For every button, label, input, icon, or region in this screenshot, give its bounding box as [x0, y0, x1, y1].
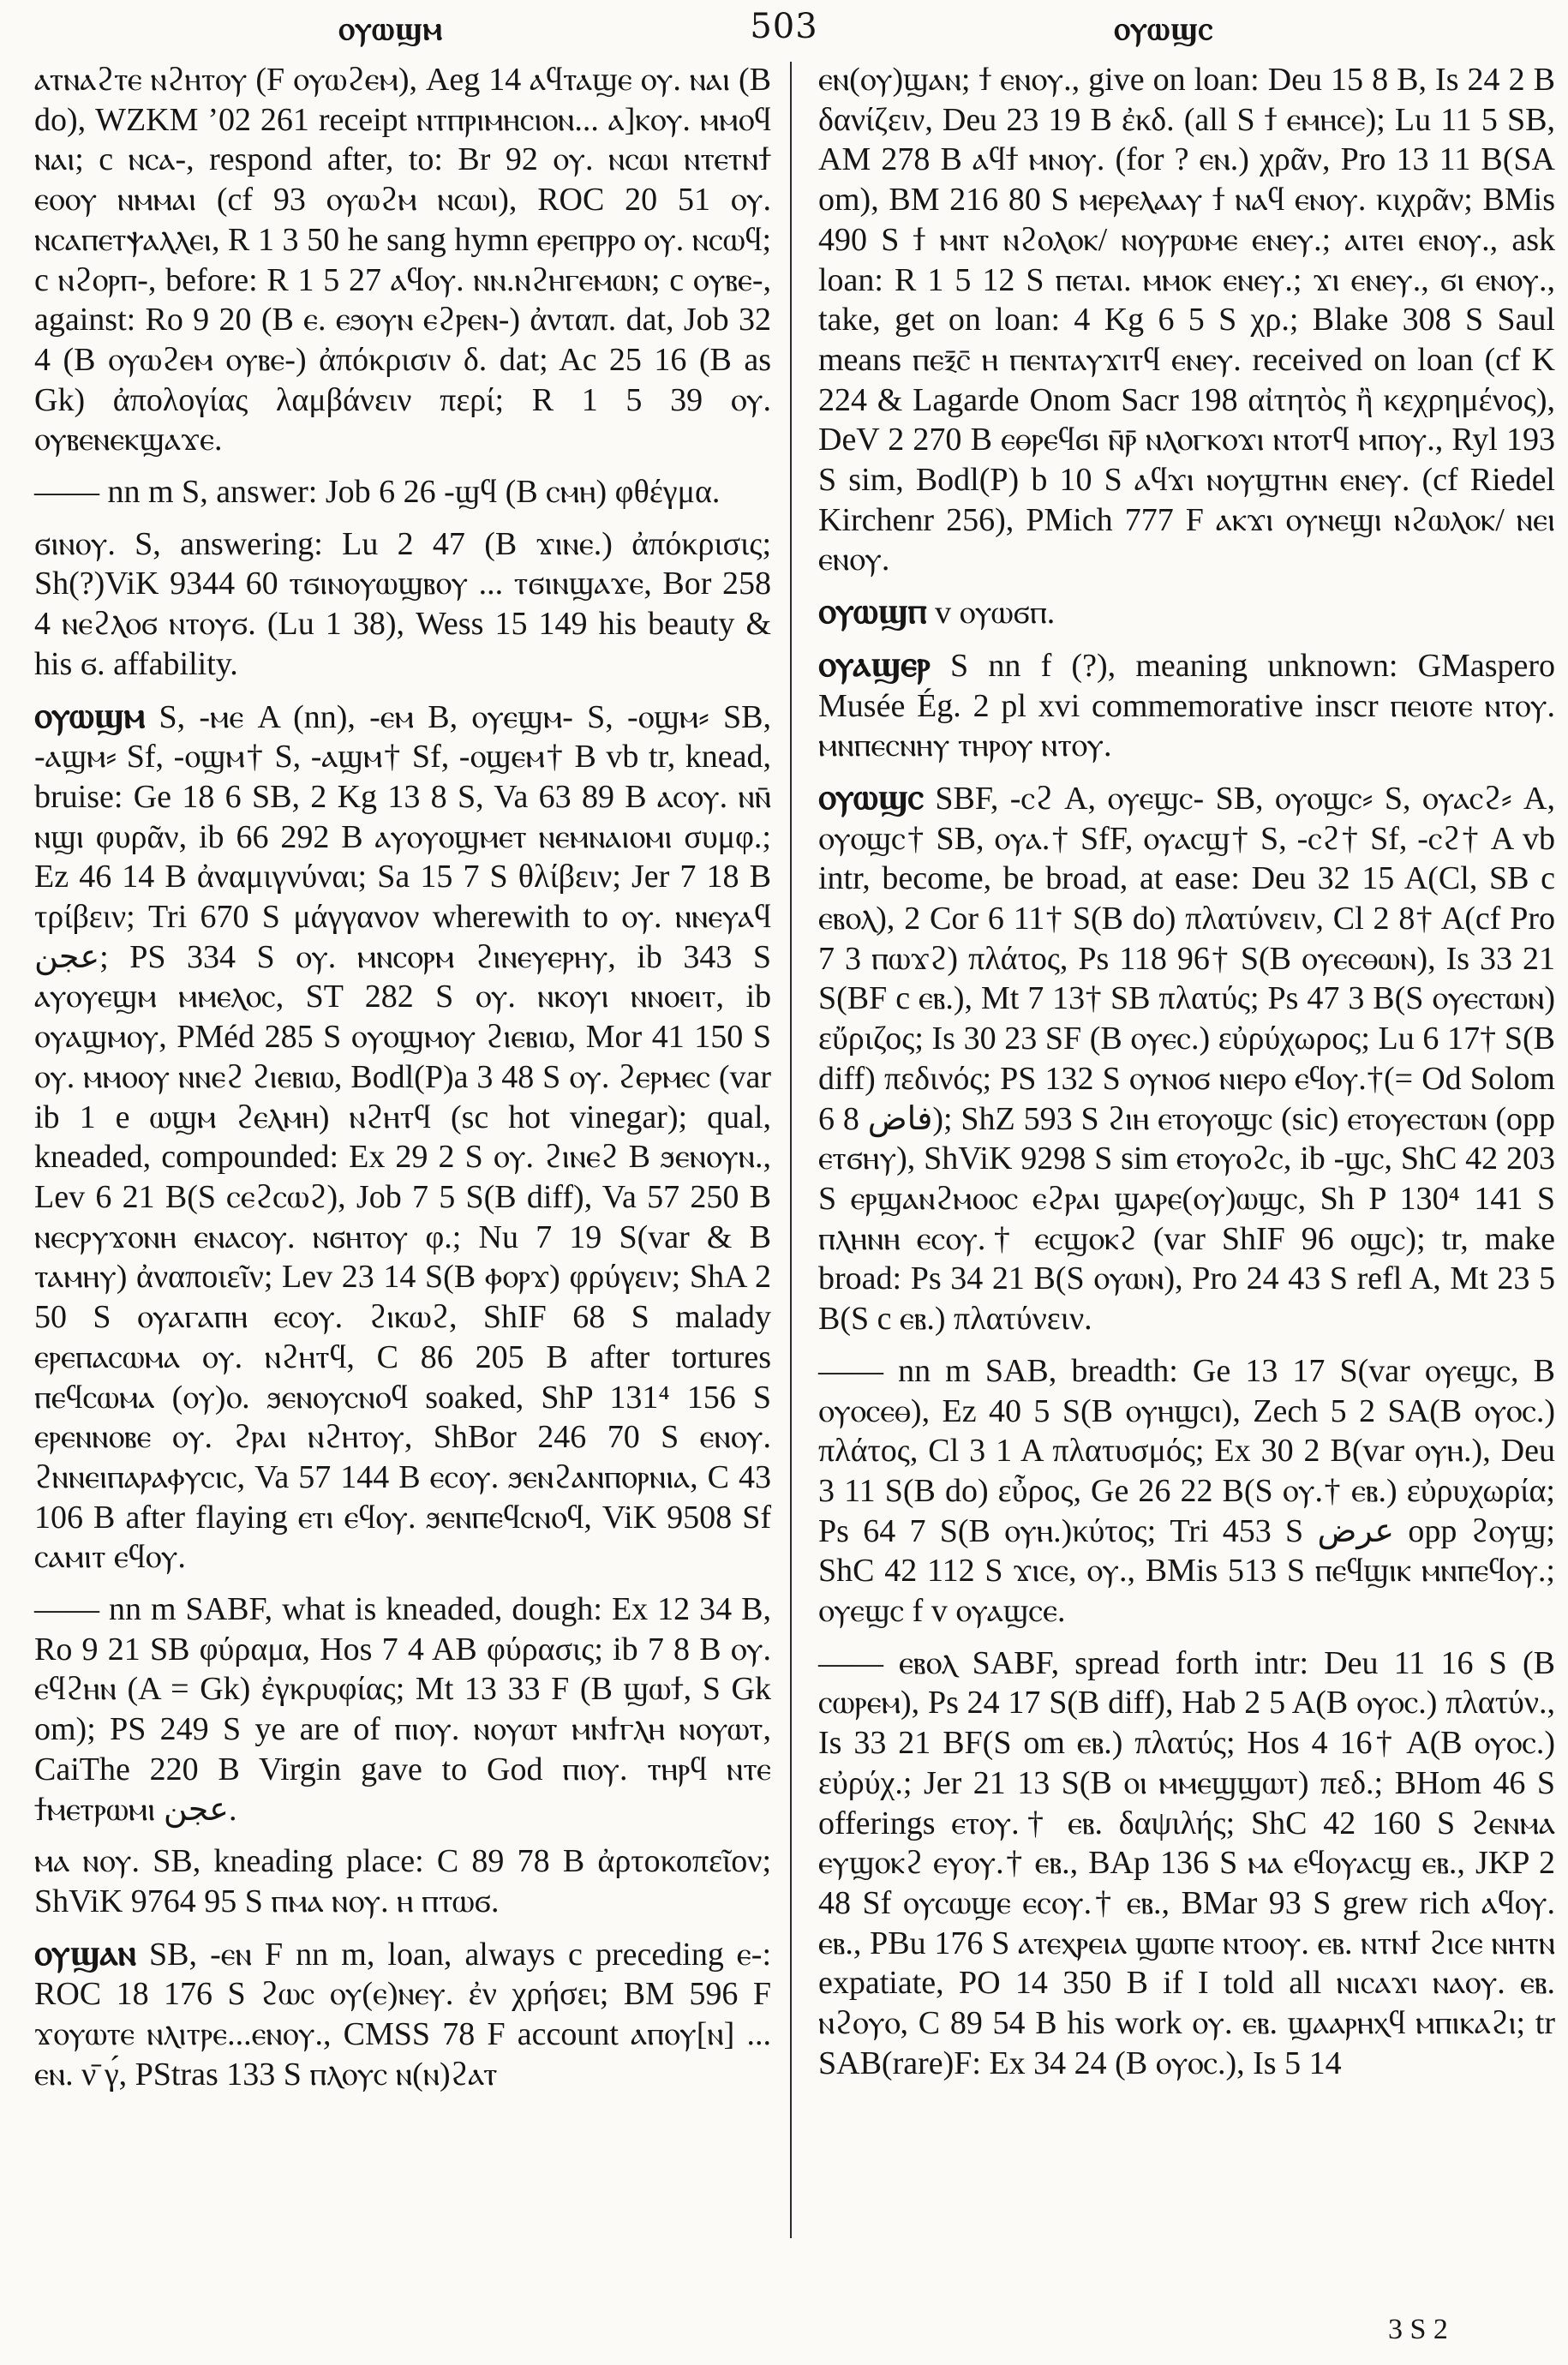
running-head-left: ⲟⲩⲱϣⲙ	[338, 9, 444, 47]
entry-paragraph: ⲁⲧⲛⲁϩⲧⲉ ⲛϩⲏⲧⲟⲩ (F ⲟⲩⲱϩⲉⲙ), Aeg 14 ⲁϥⲧⲁϣⲉ ⲟⲩ. ⲛⲁⲓ (B do), WZKM ’02 261 receipt ⲛⲧⲡⲣⲓⲙⲏⲥⲓⲟⲛ... ⲁ]ⲕⲟⲩ. ⲙⲙⲟϥ ⲛⲁⲓ; c ⲛⲥⲁ-, respond after, to: Br 92 ⲟⲩ. ⲛⲥⲱⲓ ⲛⲧⲉⲧⲛϯ ⲉⲟⲟⲩ ⲛⲙⲙⲁⲓ (cf 93 ⲟⲩⲱϩⲙ ⲛⲥⲱⲓ), ROC 20 51 ⲟⲩ. ⲛⲥⲁⲡⲉⲧⲯⲁⲗⲗⲉⲓ, R 1 3 50 he sang hymn ⲉⲣⲉⲡⲣⲣⲟ ⲟⲩ. ⲛⲥⲱϥ; c ⲛϩⲟⲣⲡ-, before: R 1 5 27 ⲁϥⲟⲩ. ⲛⲛ.ⲛϩⲏⲅⲉⲙⲱⲛ; c ⲟⲩⲃⲉ-, against: Ro 9 20 (B ⲉ. ⲉϧⲟⲩⲛ ⲉϩⲣⲉⲛ-) ἀνταπ. dat, Job 32 4 (B ⲟⲩⲱϩⲉⲙ ⲟⲩⲃⲉ-) ἀπόκρισιν δ. dat; Ac 25 16 (B as Gk) ἀπολογίας λαμβάνειν περί; R 1 5 39 ⲟⲩ. ⲟⲩⲃⲉⲛⲉⲕϣⲁϫⲉ.	[34, 62, 771, 458]
headword: ⲟⲩⲱϣⲡ	[818, 592, 927, 632]
headword: ⲟⲩⲱϣⲙ	[34, 696, 146, 736]
page-number: 503	[750, 7, 818, 46]
left-column	[34, 60, 771, 2094]
entry-paragraph: —— nn m SABF, what is kneaded, dough: Ex 12 34 B, Ro 9 21 SB φύραμα, Hos 7 4 AB φύρασις; ib 7 8 B ⲟⲩ. ⲉϥϩⲏⲛ (A = Gk) ἐγκρυφίας; Mt 13 33 F (B ϣⲱϯ, S Gk om); PS 249 S ye are of ⲡⲓⲟⲩ. ⲛⲟⲩⲱⲧ ⲙⲛϯⲅⲗⲏ ⲛⲟⲩⲱⲧ, CaiThe 220 B Virgin gave to God ⲡⲓⲟⲩ. ⲧⲏⲣϥ ⲛⲧⲉ ϯⲙⲉⲧⲣⲱⲙⲓ ﻋﺠﻦ.	[34, 1591, 771, 1828]
running-head-right: ⲟⲩⲱϣⲥ	[1114, 9, 1214, 47]
entry-paragraph: ⲉⲛ(ⲟⲩ)ϣⲁⲛ; ϯ ⲉⲛⲟⲩ., give on loan: Deu 15 8 B, Is 24 2 B δανίζειν, Deu 23 19 B ἐκδ. (all S ϯ ⲉⲙⲏⲥⲉ); Lu 11 5 SB, AM 278 B ⲁϥϯ ⲙⲛⲟⲩ. (for ? ⲉⲛ.) χρᾶν, Pro 13 11 B(SA om), BM 216 80 S ⲙⲉⲣⲉⲗⲁⲁⲩ ϯ ⲛⲁϥ ⲉⲛⲟⲩ. κιχρᾶν; BMis 490 S ϯ ⲙⲛⲧ ⲛϩⲟⲗⲟⲕ/ ⲛⲟⲩⲣⲱⲙⲉ ⲉⲛⲉⲩ.; ⲁⲓⲧⲉⲓ ⲉⲛⲟⲩ., ask loan: R 1 5 12 S ⲡⲉⲧⲁⲓ. ⲙⲙⲟⲕ ⲉⲛⲉⲩ.; ϫⲓ ⲉⲛⲉⲩ., ϭⲓ ⲉⲛⲟⲩ., take, get on loan: 4 Kg 6 5 S χρ.; Blake 308 S Saul means ⲡⲉⲝ̄ⲥ̄ ⲏ ⲡⲉⲛⲧⲁⲩϫⲓⲧϥ ⲉⲛⲉⲩ. received on loan (cf K 224 & Lagarde Onom Sacr 198 αἰτητὸς ἢ κεχρημένος), DeV 2 270 B ⲉⲑⲣⲉϥϭⲓ ⲛ̄ⲣ̄ ⲛⲗⲟⲅⲕⲟϫⲓ ⲛⲧⲟⲧϥ ⲙⲡⲟⲩ., Ryl 193 S sim, Bodl(P) b 10 S ⲁϥϫⲓ ⲛⲟⲩϣⲧⲏⲛ ⲉⲛⲉⲩ. (cf Riedel Kirchenr 256), PMich 777 F ⲁⲕϫⲓ ⲟⲩⲛⲉϣⲓ ⲛϩⲱⲗⲟⲕ/ ⲛⲉⲓ ⲉⲛⲟⲩ.	[818, 62, 1555, 578]
headword: ⲟⲩϣⲁⲛ	[34, 1933, 136, 1973]
entry-paragraph: ⲟⲩⲱϣⲥ SBF, -ⲥϩ A, ⲟⲩⲉϣⲥ- SB, ⲟⲩⲟϣⲥ⸗ S, ⲟⲩⲁⲥϩ⸗ A, ⲟⲩⲟϣⲥ† SB, ⲟⲩⲁ.† SfF, ⲟⲩⲁⲥϣ† S, -ⲥϩ† Sf, -ⲥϩ† A vb intr, become, be broad, at ease: Deu 32 15 A(Cl, SB c ⲉⲃⲟⲗ), 2 Cor 6 11† S(B do) πλατύνειν, Cl 2 8† A(cf Pro 7 3 ⲡⲱϫϩ) πλάτος, Ps 118 96† S(B ⲟⲩⲉⲥⲑⲱⲛ), Is 33 21 S(BF c ⲉⲃ.), Mt 7 13† SB πλατύς; Ps 47 3 B(S ⲟⲩⲉⲥⲧⲱⲛ) εὔριζος; Is 30 23 SF (B ⲟⲩⲉⲥ.) εὐρύχωρος; Lu 6 17† S(B diff) πεδινός; PS 132 S ⲟⲩⲛⲟϭ ⲛⲓⲉⲣⲟ ⲉϥⲟⲩ.†(= Od Solom 6 8 ﻓﺎﺽ); ShZ 593 S ϩⲓⲏ ⲉⲧⲟⲩⲟϣⲥ (sic) ⲉⲧⲟⲩⲉⲥⲧⲱⲛ (opp ⲉⲧϭⲏⲩ), ShViK 9298 S sim ⲉⲧⲟⲩⲟϩⲥ, ib -ϣⲥ, ShC 42 203 S ⲉⲣϣⲁⲛϩⲙⲟⲟⲥ ⲉϩⲣⲁⲓ ϣⲁⲣⲉ(ⲟⲩ)ⲱϣⲥ, Sh P 130⁴ 141 S ⲡⲗⲏⲛⲏ ⲉⲥⲟⲩ.† ⲉⲥϣⲟⲕϩ (var ShIF 96 ⲟϣⲥ); tr, make broad: Ps 34 21 B(S ⲟⲩⲱⲛ), Pro 24 43 S refl A, Mt 23 5 B(S c ⲉⲃ.) πλατύνειν.	[818, 777, 1556, 1338]
entry-paragraph: —— nn m SAB, breadth: Ge 13 17 S(var ⲟⲩⲉϣⲥ, B ⲟⲩⲟⲥⲉⲑ), Ez 40 5 S(B ⲟⲩⲏϣⲥⲓ), Zech 5 2 SA(B ⲟⲩⲟⲥ.) πλάτος, Cl 3 1 A πλατυσμός; Ex 30 2 B(var ⲟⲩⲏ.), Deu 3 11 S(B do) εὖρος, Ge 26 22 B(S ⲟⲩ.† ⲉⲃ.) εὐρυχωρία; Ps 64 7 S(B ⲟⲩⲏ.)κύτος; Tri 453 S ﻋﺮﺽ opp ϩⲟⲩϣ; ShC 42 112 S ϫⲓⲥⲉ, ⲟⲩ., BMis 513 S ⲡⲉϥϣⲓⲕ ⲙⲛⲡⲉϥⲟⲩ.; ⲟⲩⲉϣⲥ f v ⲟⲩⲁϣⲥⲉ.	[818, 1352, 1555, 1630]
entry-paragraph: —— ⲉⲃⲟⲗ SABF, spread forth intr: Deu 11 16 S (B ⲥⲱⲣⲉⲙ), Ps 24 17 S(B diff), Hab 2 5 A(B ⲟⲩⲟⲥ.) πλατύν., Is 33 21 BF(S om ⲉⲃ.) πλατύς; Hos 4 16† A(B ⲟⲩⲟⲥ.) εὐρύχ.; Jer 21 13 S(B ⲟⲓ ⲙⲙⲉϣϣⲱⲧ) πεδ.; BHom 46 S offerings ⲉⲧⲟⲩ.† ⲉⲃ. δαψιλής; ShC 42 160 S ϩⲉⲛⲙⲁ ⲉⲩϣⲟⲕϩ ⲉⲩⲟⲩ.† ⲉⲃ., BAp 136 S ⲙⲁ ⲉϥⲟⲩⲁⲥϣ ⲉⲃ., JKP 2 48 Sf ⲟⲩⲥⲱϣⲉ ⲉⲥⲟⲩ.† ⲉⲃ., BMar 93 S grew rich ⲁϥⲟⲩ. ⲉⲃ., PBu 176 S ⲁⲧⲉⲭⲣⲉⲓⲁ ϣⲱⲡⲉ ⲛⲧⲟⲟⲩ. ⲉⲃ. ⲛⲧⲛϯ ϩⲓⲥⲉ ⲛⲏⲧⲛ expatiate, PO 14 350 B if I told all ⲛⲓⲥⲁϫⲓ ⲛⲁⲟⲩ. ⲉⲃ. ⲛϩⲟⲩⲟ, C 89 54 B his work ⲟⲩ. ⲉⲃ. ϣⲁⲁⲣⲏⲭϥ ⲙⲡⲓⲕⲁϩⲓ; tr SAB(rare)F: Ex 34 24 (B ⲟⲩⲟⲥ.), Is 5 14	[818, 1644, 1555, 2081]
entry-paragraph: ⲟⲩⲱϣⲙ S, -ⲙⲉ A (nn), -ⲉⲙ B, ⲟⲩⲉϣⲙ- S, -ⲟϣⲙ⸗ SB, -ⲁϣⲙ⸗ Sf, -ⲟϣⲙ† S, -ⲁϣⲙ† Sf, -ⲟϣⲉⲙ† B vb tr, knead, bruise: Ge 18 6 SB, 2 Kg 13 8 S, Va 63 89 B ⲁⲥⲟⲩ. ⲛⲛ̄ ⲛϣⲓ φυρᾶν, ib 66 292 B ⲁⲩⲟⲩⲟϣⲙⲉⲧ ⲛⲉⲙⲛⲁⲓⲟⲙⲓ συμφ.; Ez 46 14 B ἀναμιγνύναι; Sa 15 7 S θλίβειν; Jer 7 18 B τρίβειν; Tri 670 S μάγγανον wherewith to ⲟⲩ. ⲛⲛⲉⲩⲁϥ ﻋﺠﻦ; PS 334 S ⲟⲩ. ⲙⲛⲥⲟⲣⲙ ϩⲓⲛⲉⲩⲉⲣⲏⲩ, ib 343 S ⲁⲩⲟⲩⲉϣⲙ ⲙⲙⲉⲗⲟⲥ, ST 282 S ⲟⲩ. ⲛⲕⲟⲩⲓ ⲛⲛⲟⲉⲓⲧ, ib ⲟⲩⲁϣⲙⲟⲩ, PMéd 285 S ⲟⲩⲟϣⲙⲟⲩ ϩⲓⲉⲃⲓⲱ, Mor 41 150 S ⲟⲩ. ⲙⲙⲟⲟⲩ ⲛⲛⲉϩ ϩⲓⲉⲃⲓⲱ, Bodl(P)a 3 48 S ⲟⲩ. ϩⲉⲣⲙⲉⲥ (var ib 1 e ⲱϣⲙ ϩⲉⲗⲙⲏ) ⲛϩⲏⲧϥ (sc hot vinegar); qual, kneaded, compounded: Ex 29 2 S ⲟⲩ. ϩⲓⲛⲉϩ B ϧⲉⲛⲟⲩⲛ., Lev 6 21 B(S ⲥⲉϩⲥⲱϩ), Job 7 5 S(B diff), Va 57 250 B ⲛⲉⲥⲣⲩϫⲟⲛⲏ ⲉⲛⲁⲥⲟⲩ. ⲛϭⲏⲧⲟⲩ φ.; Nu 7 19 S(var & B ⲧⲁⲙⲏⲩ) ἀναποιεῖν; Lev 23 14 S(B ⲫⲟⲣϫ) φρύγειν; ShA 2 50 S ⲟⲩⲁⲅⲁⲡⲏ ⲉⲥⲟⲩ. ϩⲓⲕⲱϩ, ShIF 68 S malady ⲉⲣⲉⲡⲁⲥⲱⲙⲁ ⲟⲩ. ⲛϩⲏⲧϥ, C 86 205 B after tortures ⲡⲉϥⲥⲱⲙⲁ (ⲟⲩ)ⲟ. ϧⲉⲛⲟⲩⲥⲛⲟϥ soaked, ShP 131⁴ 156 S ⲉⲣⲉⲛⲛⲟⲃⲉ ⲟⲩ. ϩⲣⲁⲓ ⲛϩⲏⲧⲟⲩ, ShBor 246 70 S ⲉⲛⲟⲩ. ϩⲛⲛⲉⲓⲡⲁⲣⲁⲫⲩⲥⲓⲥ, Va 57 144 B ⲉⲥⲟⲩ. ϧⲉⲛϩⲁⲛⲡⲟⲣⲛⲓⲁ, C 43 106 B after flaying ⲉⲧⲓ ⲉϥⲟⲩ. ϧⲉⲛⲡⲉϥⲥⲛⲟϥ, ViK 9508 Sf ⲥⲁⲙⲓⲧ ⲉϥⲟⲩ.	[34, 696, 771, 1576]
signature-mark: 3 S 2	[1388, 2314, 1448, 2345]
entry-paragraph: ϭⲓⲛⲟⲩ. S, answering: Lu 2 47 (B ϫⲓⲛⲉ.) ἀπόκρισις; Sh(?)ViK 9344 60 ⲧϭⲓⲛⲟⲩⲱϣⲃⲟⲩ ... ⲧϭⲓⲛϣⲁϫⲉ, Bor 258 4 ⲛⲉϩⲗⲟϭ ⲛⲧⲟⲩϭ. (Lu 1 38), Wess 15 149 his beauty & his ϭ. affability.	[34, 525, 771, 682]
column-divider	[790, 62, 792, 2238]
headword: ⲟⲩⲱϣⲥ	[818, 777, 924, 817]
entry-paragraph: ⲟⲩϣⲁⲛ SB, -ⲉⲛ F nn m, loan, always c preceding ⲉ-: ROC 18 176 S ϩⲱⲥ ⲟⲩ(ⲉ)ⲛⲉⲩ. ἐν χρήσει; BM 596 F ϫⲟⲩⲱⲧⲉ ⲛⲗⲓⲧⲣⲉ...ⲉⲛⲟⲩ., CMSS 78 F account ⲁⲡⲟⲩ[ⲛ] ... ⲉⲛ. ν̄ γ́, PStras 133 S ⲡⲗⲟⲩⲥ ⲛ(ⲛ)ϩⲁⲧ	[34, 1933, 771, 2093]
entry-paragraph: —— nn m S, answer: Job 6 26 -ϣϥ (B ⲥⲙⲏ) φθέγμα.	[34, 474, 721, 511]
headword: ⲟⲩⲁϣⲉⲣ	[818, 644, 931, 685]
right-column	[818, 60, 1555, 2083]
entry-paragraph: ⲟⲩⲁϣⲉⲣ S nn f (?), meaning unknown: GMaspero Musée Ég. 2 pl xvi commemorative inscr ⲡⲉⲓⲟⲧⲉ ⲛⲧⲟⲩ. ⲙⲛⲡⲉⲥⲛⲏⲩ ⲧⲏⲣⲟⲩ ⲛⲧⲟⲩ.	[818, 644, 1555, 764]
entry-paragraph: ⲙⲁ ⲛⲟⲩ. SB, kneading place: C 89 78 B ἀρτοκοπεῖον; ShViK 9764 95 S ⲡⲙⲁ ⲛⲟⲩ. ⲏ ⲡⲧⲱϭ.	[34, 1843, 771, 1919]
entry-paragraph: ⲟⲩⲱϣⲡ v ⲟⲩⲱϭⲡ.	[818, 592, 1056, 632]
page-header	[0, 0, 1568, 53]
